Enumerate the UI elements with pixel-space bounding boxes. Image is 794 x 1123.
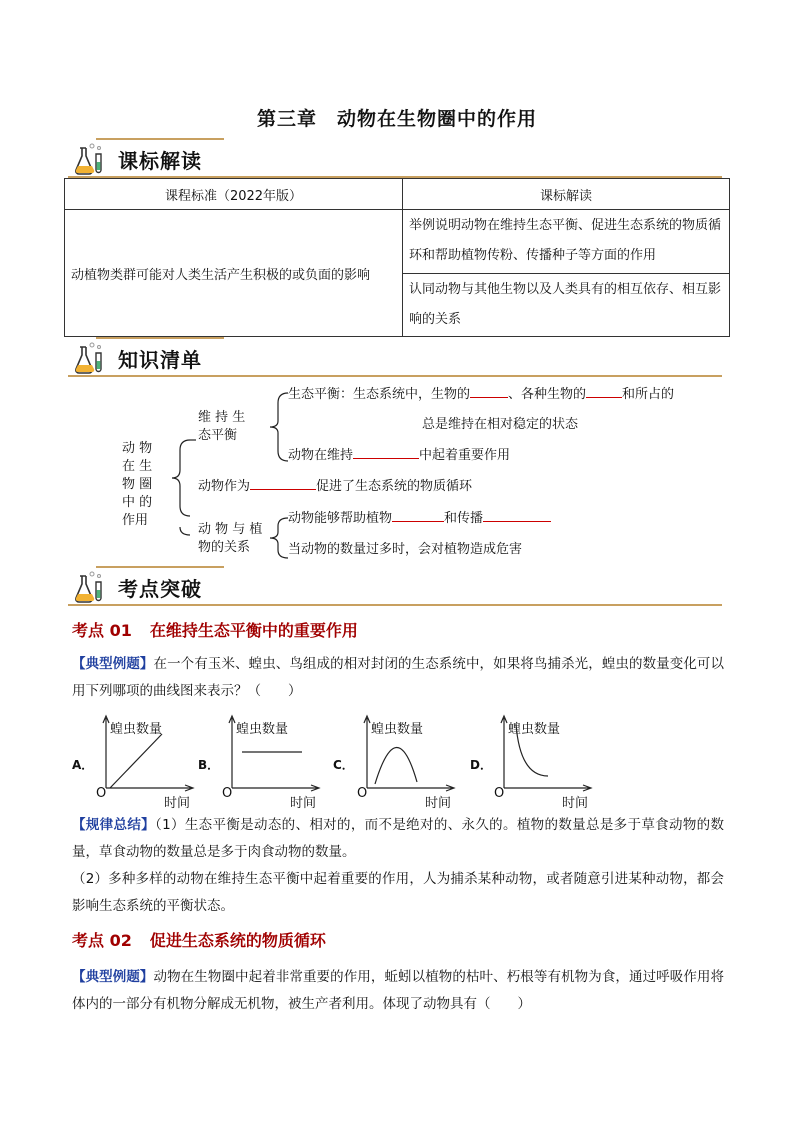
graph-y-label: 蝗虫数量	[508, 722, 561, 737]
table-cell-interp: 举例说明动物在维持生态平衡、促进生态系统的物质循环和帮助植物传粉、传播种子等方面的作用	[403, 210, 730, 274]
table-header: 课程标准（2022年版）	[65, 179, 403, 210]
graph-option-letter: A．	[72, 758, 94, 772]
graph-y-label: 蝗虫数量	[371, 722, 424, 737]
graph-origin-label: O	[494, 786, 505, 801]
graph-y-label: 蝗虫数量	[110, 722, 163, 737]
graph-origin-label: O	[222, 786, 233, 801]
section-title: 课标解读	[118, 149, 202, 173]
page-title: 第三章 动物在生物圈中的作用	[256, 108, 537, 130]
graph-option	[470, 712, 600, 811]
graph-axes	[222, 712, 332, 792]
section-title: 考点突破	[118, 577, 202, 601]
graph-axes	[494, 712, 604, 792]
mind-map-leaf: 生态平衡：生态系统中，生物的 、各种生物的 和所占的	[288, 387, 675, 402]
rule-summary: 【规律总结】（1）生态平衡是动态的、相对的，而不是绝对的、永久的。植物的数量总是多于草食动物的数量，草食动物的数量总是多于肉食动物的数量。	[72, 817, 724, 860]
mind-map-branch: 维 持 生 态平衡	[198, 410, 246, 443]
example-question-1: 【典型例题】在一个有玉米、蝗虫、鸟组成的相对封闭的生态系统中，如果将鸟捕杀光，蝗虫的数量变化可以用下列哪项的曲线图来表示？（ ）	[72, 656, 725, 699]
mind-map-leaf: 当动物的数量过多时，会对植物造成危害	[288, 542, 523, 557]
mind-map-root: 动 物 在 生 物 圈 中 的 作用	[122, 441, 153, 528]
section-title: 知识清单	[118, 348, 202, 372]
section-header-exam	[68, 566, 722, 606]
example-question-2: 【典型例题】动物在生物圈中起着非常重要的作用，蚯蚓以植物的枯叶、朽根等有机物为食，通过呼吸作用将体内的一部分有机物分解成无机物，被生产者利用。体现了动物具有（ ）	[72, 969, 725, 1012]
graph-option-letter: C．	[333, 758, 354, 772]
table-cell-standard: 动植物类群可能对人类生活产生积极的或负面的影响	[65, 210, 403, 337]
mind-map-branch: 动物作为 促进了生态系统的物质循环	[198, 479, 473, 494]
graph-curve	[516, 724, 548, 776]
graph-x-label: 时间	[425, 796, 452, 811]
graph-curve	[375, 747, 417, 784]
graph-origin-label: O	[96, 786, 107, 801]
rule-summary-2: （2）多种多样的动物在维持生态平衡中起着重要的作用，人为捕杀某种动物，或者随意引进某种动物，都会影响生态系统的平衡状态。	[72, 871, 724, 914]
lab-flask-icon	[72, 570, 106, 604]
graph-axes	[357, 712, 467, 792]
kaodian-02-title: 考点 02 促进生态系统的物质循环	[72, 931, 326, 950]
kaodian-01-title: 考点 01 在维持生态平衡中的重要作用	[72, 621, 358, 640]
table-cell-interp: 认同动物与其他生物以及人类具有的相互依存、相互影响的关系	[403, 273, 730, 337]
graph-option	[333, 712, 463, 811]
graph-option	[72, 712, 202, 811]
mind-map-branch: 动 物 与 植 物的关系	[198, 522, 263, 555]
mind-map-leaf: 动物能够帮助植物 和传播	[288, 510, 551, 528]
graph-y-label: 蝗虫数量	[236, 722, 289, 737]
mind-map-leaf: 动物在维持 中起着重要作用	[288, 448, 511, 463]
graph-option	[198, 712, 328, 811]
graph-axes	[96, 712, 206, 792]
graph-origin-label: O	[357, 786, 368, 801]
graph-x-label: 时间	[562, 796, 589, 811]
table-header: 课标解读	[403, 179, 730, 210]
graph-x-label: 时间	[164, 796, 191, 811]
graph-option-letter: D．	[470, 758, 492, 772]
mind-map-leaf: 总是维持在相对稳定的状态	[422, 417, 579, 432]
graph-curve	[110, 734, 162, 788]
graph-option-letter: B．	[198, 758, 220, 772]
graph-x-label: 时间	[290, 796, 317, 811]
